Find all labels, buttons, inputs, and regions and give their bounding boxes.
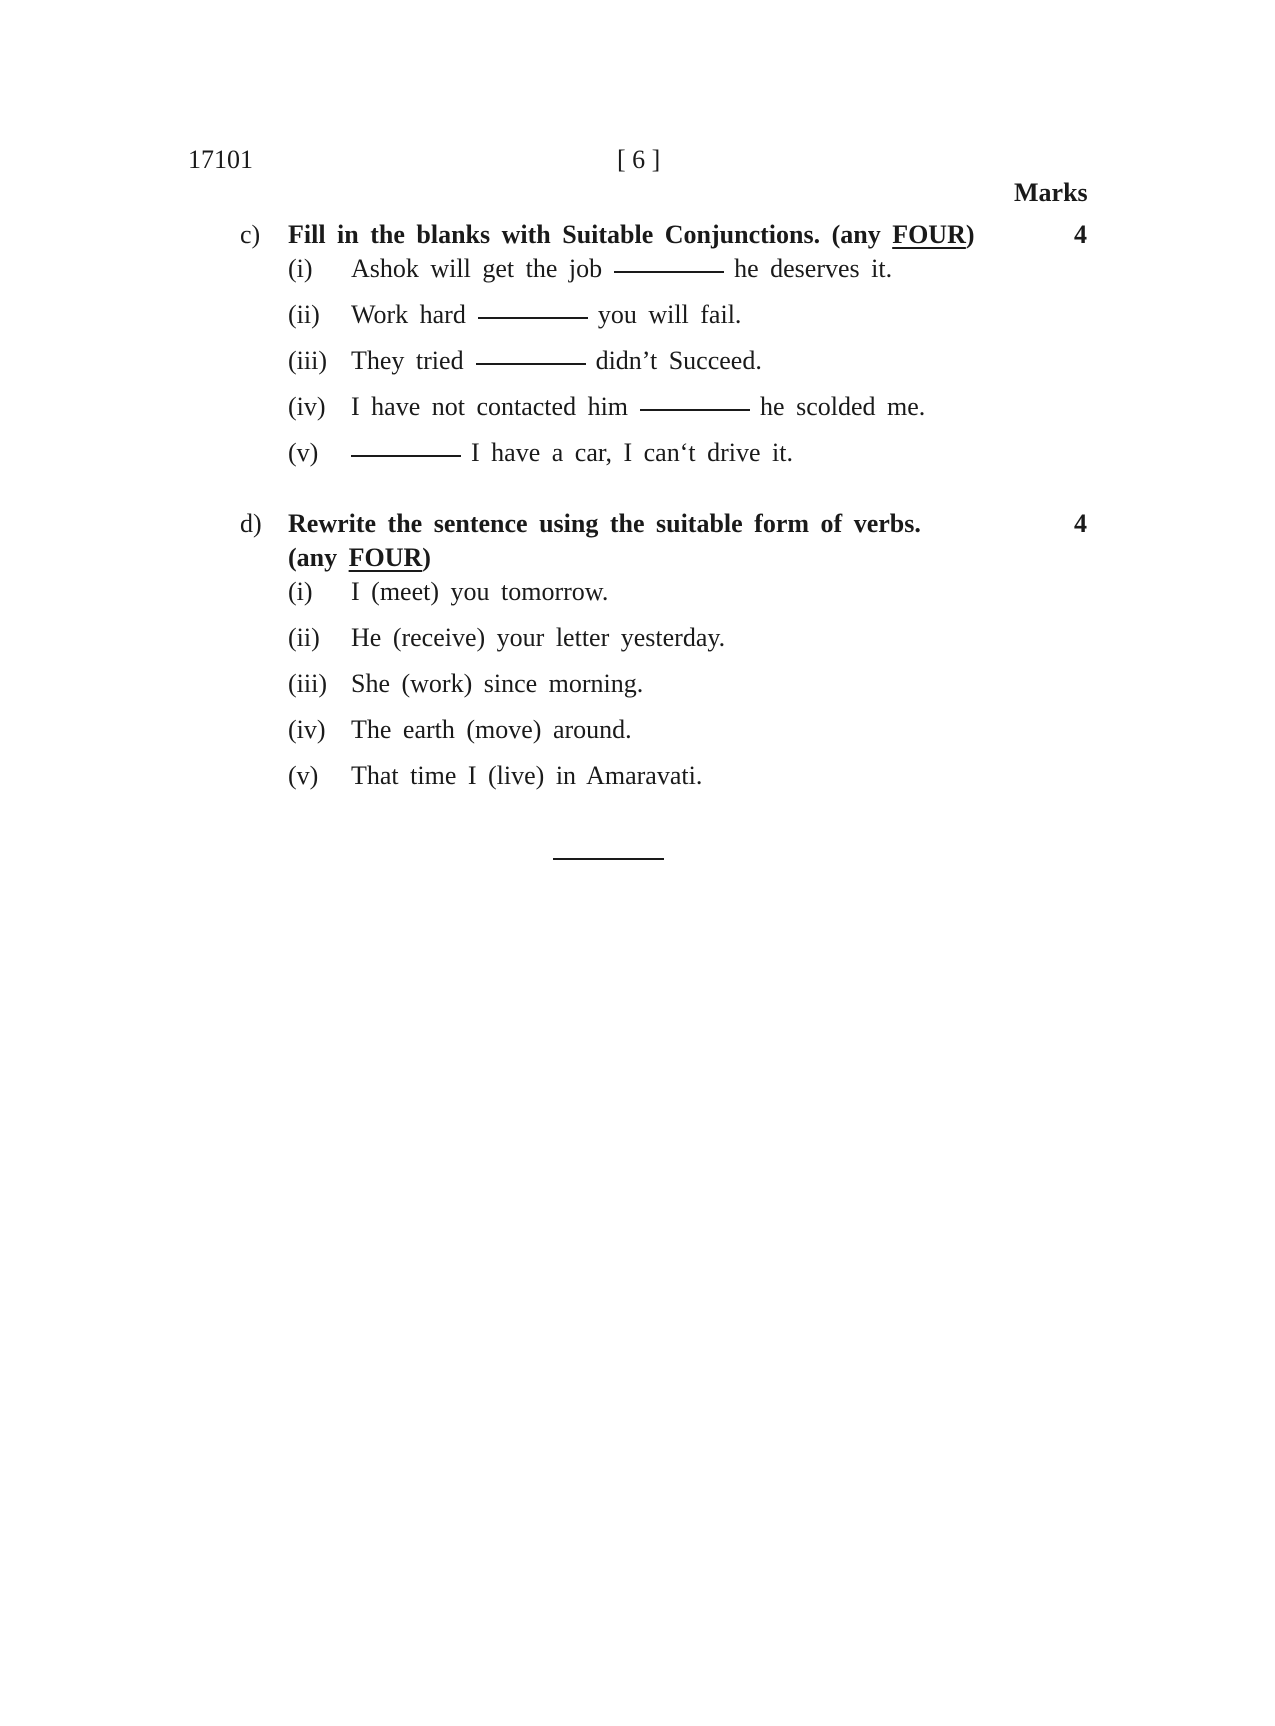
blank-line (478, 317, 588, 319)
blank-line (614, 271, 724, 273)
item-number: (i) (288, 577, 313, 606)
emphasis-four: FOUR (348, 543, 423, 572)
end-divider (553, 858, 664, 860)
item-number: (iv) (288, 392, 326, 421)
list-item: I (meet) you tomorrow. (351, 577, 609, 606)
paper-code: 17101 (188, 145, 253, 174)
list-item: Work hard you will fail. (351, 300, 742, 329)
blank-line (351, 455, 461, 457)
item-number: (v) (288, 438, 319, 467)
question-c-label: c) (240, 220, 261, 249)
list-item: He (receive) your letter yesterday. (351, 623, 726, 652)
item-number: (ii) (288, 300, 320, 329)
list-item: The earth (move) around. (351, 715, 632, 744)
question-d-marks: 4 (1074, 509, 1087, 538)
marks-label: Marks (1014, 178, 1088, 207)
list-item: They tried didn’t Succeed. (351, 346, 762, 375)
question-d-instruction-line2: (any FOUR) (288, 543, 431, 572)
item-number: (ii) (288, 623, 320, 652)
page-number: [ 6 ] (617, 145, 661, 174)
list-item: Ashok will get the job he deserves it. (351, 254, 893, 283)
list-item: I have a car, I can‘t drive it. (351, 438, 793, 468)
question-d-label: d) (240, 509, 262, 538)
blank-line (640, 409, 750, 411)
item-number: (i) (288, 254, 313, 283)
item-number: (iv) (288, 715, 326, 744)
item-number: (iii) (288, 669, 327, 698)
list-item: I have not contacted him he scolded me. (351, 392, 926, 421)
list-item: She (work) since morning. (351, 669, 644, 698)
emphasis-four: FOUR (892, 220, 966, 249)
item-number: (iii) (288, 346, 327, 375)
question-c-instruction: Fill in the blanks with Suitable Conjunctions. (any FOUR) (288, 220, 975, 249)
question-d-instruction: Rewrite the sentence using the suitable form of verbs. (288, 509, 921, 538)
question-c-marks: 4 (1074, 220, 1087, 249)
item-number: (v) (288, 761, 319, 790)
list-item: That time I (live) in Amaravati. (351, 761, 703, 790)
blank-line (476, 363, 586, 365)
